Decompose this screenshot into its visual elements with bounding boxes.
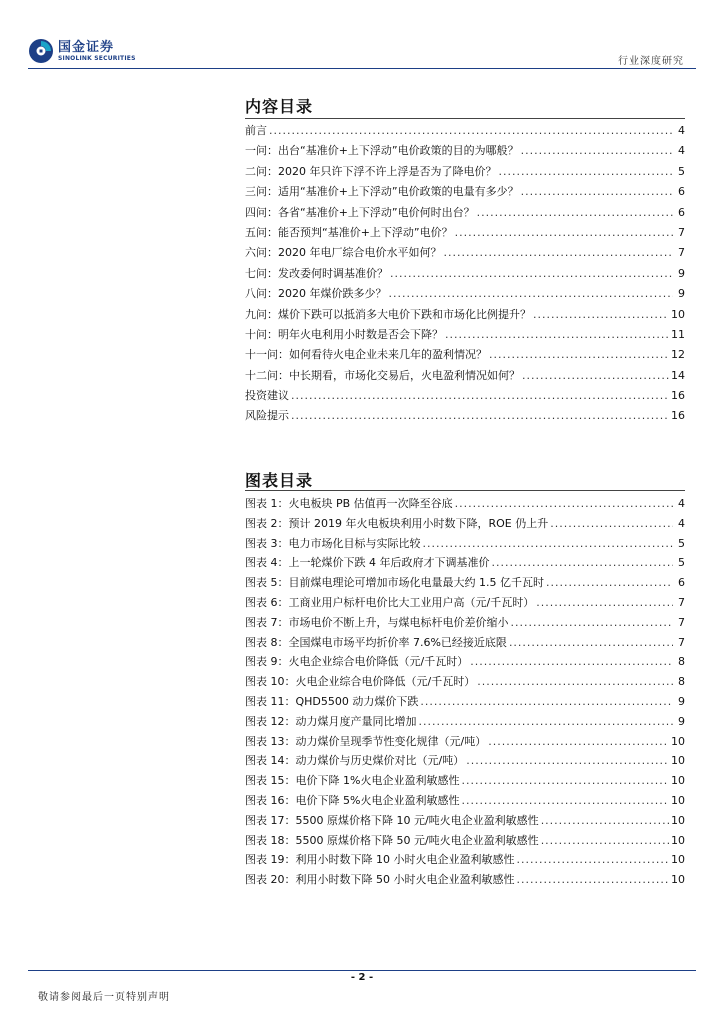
entry-title: 图表 5：目前煤电理论可增加市场化电量最大约 1.5 亿千瓦时: [245, 576, 544, 590]
figure-entry[interactable]: [245, 593, 685, 613]
contents-entry[interactable]: [245, 264, 685, 284]
figure-entry[interactable]: [245, 850, 685, 870]
entry-title: 图表 2：预计 2019 年火电板块利用小时数下降，ROE 仍上升: [245, 516, 549, 530]
entry-page-number: 10: [671, 853, 685, 867]
entry-title: 图表 6：工商业用户标杆电价比大工业用户高（元/千瓦时）: [245, 595, 535, 609]
entry-title: 图表 9：火电企业综合电价降低（元/千瓦时）: [245, 655, 469, 669]
entry-page-number: 10: [671, 734, 685, 748]
entry-page-number: 14: [671, 368, 685, 382]
dot-leader: [291, 386, 669, 406]
dot-leader: [419, 712, 674, 732]
dot-leader: [423, 534, 674, 554]
entry-page-number: 7: [678, 635, 685, 649]
entry-title: 图表 12：动力煤月度产量同比增加: [245, 714, 417, 728]
dot-leader: [389, 284, 674, 304]
figure-entry[interactable]: [245, 712, 685, 732]
entry-title: 图表 19：利用小时数下降 10 小时火电企业盈利敏感性: [245, 853, 515, 867]
dot-leader: [488, 732, 669, 752]
contents-heading: 内容目录: [245, 97, 314, 116]
entry-page-number: 5: [678, 556, 685, 570]
entry-page-number: 9: [678, 287, 685, 301]
dot-leader: [470, 652, 673, 672]
contents-entry[interactable]: [245, 305, 685, 325]
figures-heading-rule: [245, 490, 685, 491]
entry-page-number: 11: [671, 327, 685, 341]
entry-title: 二问：2020 年只许下浮不许上浮是否为了降电价？: [245, 164, 497, 178]
dot-leader: [541, 811, 669, 831]
dot-leader: [541, 831, 669, 851]
entry-title: 图表 18：5500 原煤价格下降 50 元/吨火电企业盈利敏感性: [245, 833, 539, 847]
entry-page-number: 8: [678, 655, 685, 669]
dot-leader: [477, 672, 673, 692]
entry-page-number: 10: [671, 754, 685, 768]
dot-leader: [489, 345, 669, 365]
entry-page-number: 5: [678, 164, 685, 178]
dot-leader: [466, 751, 669, 771]
contents-list: [245, 121, 685, 427]
contents-entry[interactable]: [245, 223, 685, 243]
contents-entry[interactable]: [245, 366, 685, 386]
dot-leader: [461, 791, 669, 811]
entry-title: 七问：发改委何时调基准价？: [245, 266, 388, 280]
entry-page-number: 9: [678, 694, 685, 708]
entry-title: 图表 13：动力煤价呈现季节性变化规律（元/吨）: [245, 734, 487, 748]
entry-title: 图表 20：利用小时数下降 50 小时火电企业盈利敏感性: [245, 873, 515, 887]
dot-leader: [492, 553, 674, 573]
entry-title: 图表 7：市场电价不断上升，与煤电标杆电价差价缩小: [245, 615, 509, 629]
contents-entry[interactable]: [245, 121, 685, 141]
entry-page-number: 4: [678, 144, 685, 158]
entry-title: 图表 4：上一轮煤价下跌 4 年后政府才下调基准价: [245, 556, 490, 570]
entry-title: 八问：2020 年煤价跌多少？: [245, 287, 387, 301]
figure-entry[interactable]: [245, 811, 685, 831]
entry-page-number: 8: [678, 675, 685, 689]
contents-entry[interactable]: [245, 284, 685, 304]
dot-leader: [511, 613, 674, 633]
dot-leader: [546, 573, 673, 593]
entry-page-number: 4: [678, 516, 685, 530]
dot-leader: [477, 203, 673, 223]
dot-leader: [533, 305, 669, 325]
dot-leader: [536, 593, 673, 613]
figure-entry[interactable]: [245, 831, 685, 851]
entry-title: 风险提示: [245, 409, 289, 423]
entry-title: 六问：2020 年电厂综合电价水平如何？: [245, 246, 442, 260]
contents-entry[interactable]: [245, 325, 685, 345]
document-type-label: 行业深度研究: [618, 56, 684, 67]
footer-disclaimer: 敬请参阅最后一页特别声明: [38, 992, 170, 1003]
dot-leader: [521, 141, 673, 161]
dot-leader: [461, 771, 669, 791]
entry-page-number: 7: [678, 615, 685, 629]
entry-page-number: 9: [678, 714, 685, 728]
entry-page-number: 10: [671, 307, 685, 321]
figure-entry[interactable]: [245, 573, 685, 593]
figure-entry[interactable]: [245, 672, 685, 692]
dot-leader: [550, 514, 673, 534]
entry-title: 投资建议: [245, 389, 289, 403]
logo-english-name: SINOLINK SECURITIES: [58, 54, 136, 62]
contents-entry[interactable]: [245, 203, 685, 223]
contents-entry[interactable]: [245, 182, 685, 202]
entry-title: 一问：出台“基准价+上下浮动”电价政策的目的为哪般？: [245, 144, 519, 158]
dot-leader: [516, 870, 669, 890]
figure-entry[interactable]: [245, 553, 685, 573]
dot-leader: [455, 223, 673, 243]
entry-title: 图表 10：火电企业综合电价降低（元/千瓦时）: [245, 675, 476, 689]
entry-title: 图表 8：全国煤电市场平均折价率 7.6%已经接近底限: [245, 635, 507, 649]
entry-page-number: 6: [678, 576, 685, 590]
entry-page-number: 5: [678, 536, 685, 550]
dot-leader: [444, 243, 674, 263]
entry-title: 前言: [245, 124, 267, 137]
entry-page-number: 10: [671, 833, 685, 847]
entry-title: 图表 14：动力煤价与历史煤价对比（元/吨）: [245, 754, 465, 768]
entry-title: 十二问：中长期看，市场化交易后，火电盈利情况如何？: [245, 368, 520, 382]
figure-entry[interactable]: [245, 751, 685, 771]
entry-page-number: 16: [671, 389, 685, 403]
sinolink-logo-icon: [28, 38, 54, 64]
dot-leader: [269, 121, 673, 141]
entry-title: 十问：明年火电利用小时数是否会下降？: [245, 327, 443, 341]
figure-entry[interactable]: [245, 514, 685, 534]
figure-entry[interactable]: [245, 633, 685, 653]
entry-title: 图表 15：电价下降 1%火电企业盈利敏感性: [245, 774, 460, 788]
footer-divider: [28, 970, 696, 971]
entry-title: 三问：适用“基准价+上下浮动”电价政策的电量有多少？: [245, 185, 519, 199]
contents-entry[interactable]: [245, 141, 685, 161]
figures-list: [245, 494, 685, 890]
entry-title: 图表 17：5500 原煤价格下降 10 元/吨火电企业盈利敏感性: [245, 813, 539, 827]
contents-entry[interactable]: [245, 406, 685, 426]
figure-entry[interactable]: [245, 652, 685, 672]
contents-entry[interactable]: [245, 386, 685, 406]
logo-chinese-name: 国金证券: [58, 39, 115, 55]
entry-title: 图表 1：火电板块 PB 估值再一次降至谷底: [245, 497, 453, 510]
figure-entry[interactable]: [245, 613, 685, 633]
contents-heading-rule: [245, 118, 685, 119]
dot-leader: [445, 325, 669, 345]
figure-entry[interactable]: [245, 870, 685, 890]
page-header: [0, 0, 724, 72]
dot-leader: [455, 494, 673, 514]
dot-leader: [390, 264, 673, 284]
dot-leader: [499, 162, 674, 182]
contents-entry[interactable]: [245, 243, 685, 263]
figure-entry[interactable]: [245, 791, 685, 811]
entry-page-number: 10: [671, 774, 685, 788]
entry-title: 五问：能否预判“基准价+上下浮动”电价？: [245, 225, 453, 239]
header-divider: [28, 68, 696, 69]
contents-entry[interactable]: [245, 345, 685, 365]
entry-page-number: 7: [678, 595, 685, 609]
dot-leader: [522, 366, 669, 386]
entry-page-number: 9: [678, 266, 685, 280]
figure-entry[interactable]: [245, 534, 685, 554]
figure-entry[interactable]: [245, 494, 685, 514]
figure-entry[interactable]: [245, 732, 685, 752]
entry-title: 十一问：如何看待火电企业未来几年的盈利情况？: [245, 348, 487, 362]
entry-title: 四问：各省“基准价+上下浮动”电价何时出台？: [245, 205, 475, 219]
entry-page-number: 7: [678, 246, 685, 260]
entry-page-number: 10: [671, 793, 685, 807]
dot-leader: [509, 633, 673, 653]
page-number: - 2 -: [350, 972, 374, 983]
entry-page-number: 6: [678, 205, 685, 219]
company-logo: [28, 38, 136, 64]
dot-leader: [516, 850, 669, 870]
dot-leader: [420, 692, 673, 712]
entry-title: 图表 3：电力市场化目标与实际比较: [245, 536, 421, 550]
dot-leader: [291, 406, 669, 426]
entry-title: 图表 16：电价下降 5%火电企业盈利敏感性: [245, 793, 460, 807]
entry-page-number: 4: [678, 124, 685, 137]
entry-page-number: 16: [671, 409, 685, 423]
entry-page-number: 7: [678, 225, 685, 239]
figure-entry[interactable]: [245, 692, 685, 712]
contents-entry[interactable]: [245, 162, 685, 182]
entry-page-number: 4: [678, 497, 685, 510]
entry-title: 九问：煤价下跌可以抵消多大电价下跌和市场化比例提升？: [245, 307, 531, 321]
entry-page-number: 12: [671, 348, 685, 362]
figures-heading: 图表目录: [245, 471, 314, 490]
dot-leader: [521, 182, 673, 202]
entry-title: 图表 11：QHD5500 动力煤价下跌: [245, 694, 419, 708]
entry-page-number: 10: [671, 813, 685, 827]
entry-page-number: 10: [671, 873, 685, 887]
entry-page-number: 6: [678, 185, 685, 199]
figure-entry[interactable]: [245, 771, 685, 791]
